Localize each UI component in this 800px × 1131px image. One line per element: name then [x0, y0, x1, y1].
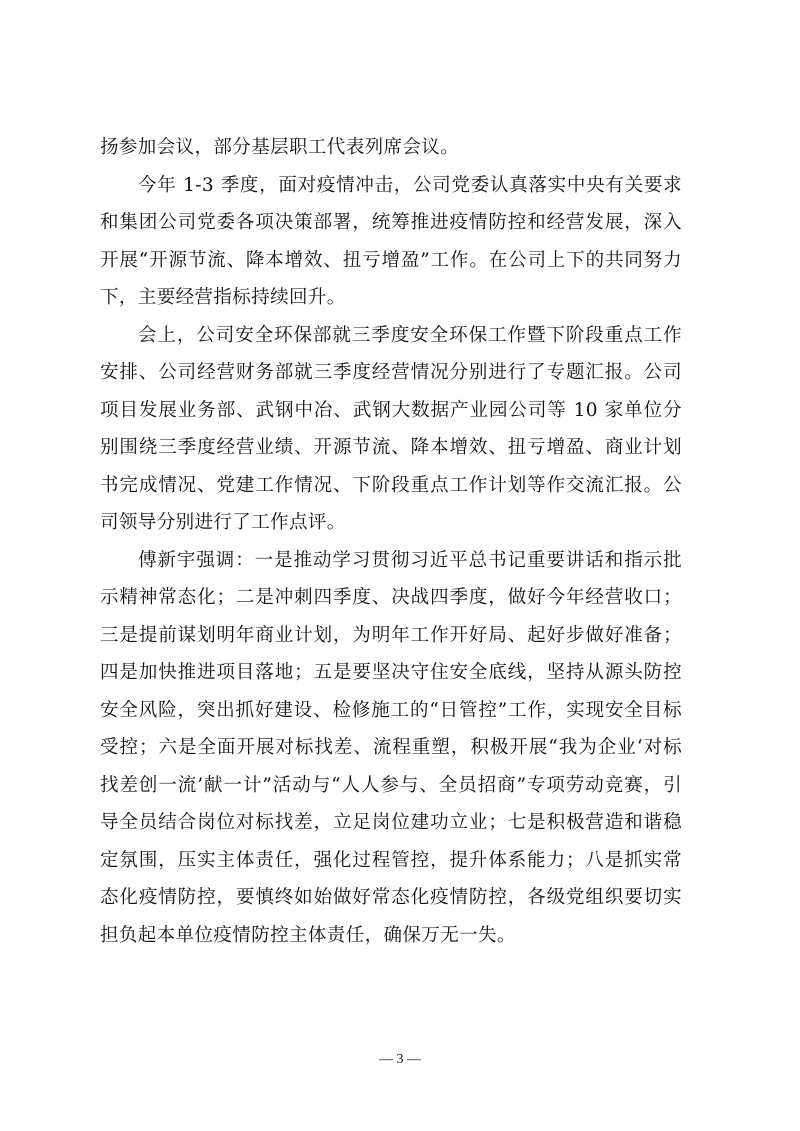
page-number: — 3 — [379, 1052, 421, 1067]
paragraph-meeting-reports: 会上，公司安全环保部就三季度安全环保工作暨下阶段重点工作安排、公司经营财务部就三季度经营情况分别进行了专题汇报。公司项目发展业务部、武钢中冶、武钢大数据产业园公司等 10 家单位分别围绕三季度经营业绩、开源节流、降本增效、扭亏增盈、商业计划书完成情况、党建工作情况、下阶段重点工作计划等作交流汇报。公司领导分别进行了工作点评。 [100, 324, 682, 533]
paragraph-key-requirements: 傅新宇强调：一是推动学习贯彻习近平总书记重要讲话和指示批示精神常态化；二是冲刺四季度、决战四季度，做好今年经营收口；三是提前谋划明年商业计划，为明年工作开好局、起好步做好准备；四是加快推进项目落地；五是要坚决守住安全底线，坚持从源头防控安全风险，突出抓好建设、检修施工的“日管控”工作，实现安全目标受控；六是全面开展对标找差、流程重塑，积极开展“我为企业‘对标找差创一流’献一计”活动与“人人参与、全员招商”专项劳动竞赛，引导全员结合岗位对标找差，立足岗位建功立业；七是积极营造和谐稳定氛围，压实主体责任，强化过程管控，提升体系能力；八是抓实常态化疫情防控，要慎终如始做好常态化疫情防控，各级党组织要切实担负起本单位疫情防控主体责任，确保万无一失。 [100, 549, 682, 946]
paragraph-performance-summary: 今年 1-3 季度，面对疫情冲击，公司党委认真落实中央有关要求和集团公司党委各项决策部署，统筹推进疫情防控和经营发展，深入开展“开源节流、降本增效、扭亏增盈”工作。在公司上下的共同努力下，主要经营指标持续回升。 [100, 174, 682, 308]
paragraph-continuation: 扬参加会议，部分基层职工代表列席会议。 [100, 137, 460, 158]
document-body [100, 129, 682, 954]
